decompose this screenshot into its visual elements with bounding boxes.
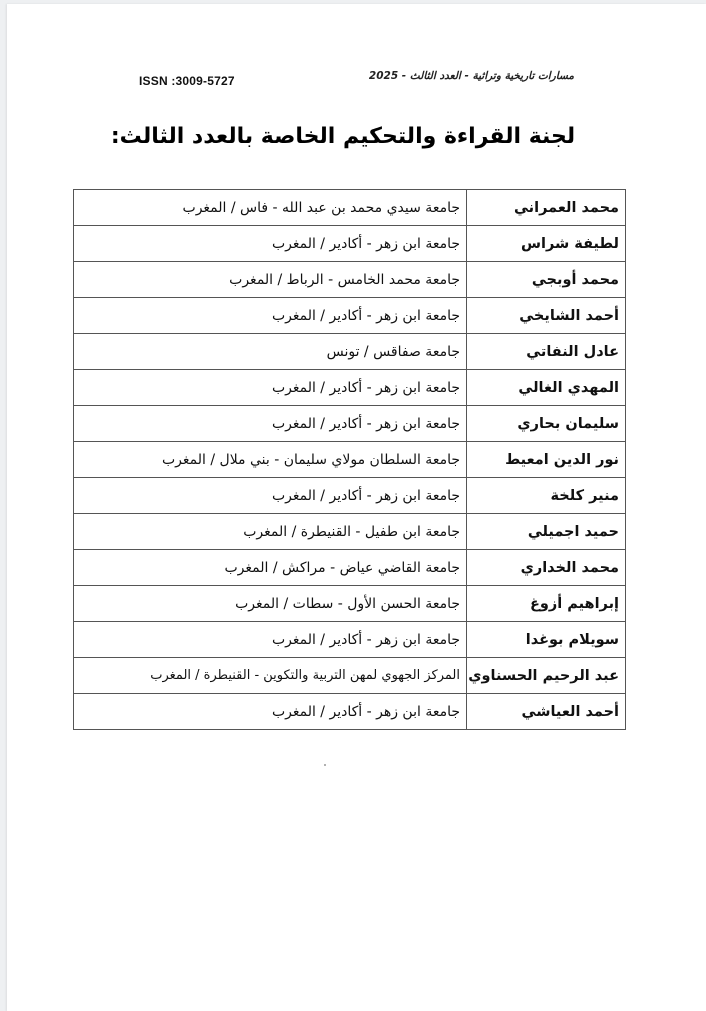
table-row bbox=[74, 190, 626, 226]
member-name: حميد اجميلي bbox=[467, 514, 626, 550]
member-name: عادل النفاتي bbox=[467, 334, 626, 370]
member-affiliation: جامعة السلطان مولاي سليمان - بني ملال / المغرب bbox=[74, 442, 467, 478]
table-row bbox=[74, 586, 626, 622]
member-affiliation: جامعة ابن طفيل - القنيطرة / المغرب bbox=[74, 514, 467, 550]
table-row bbox=[74, 514, 626, 550]
table-row bbox=[74, 478, 626, 514]
page-speck bbox=[324, 764, 326, 766]
member-affiliation: جامعة سيدي محمد بن عبد الله - فاس / المغرب bbox=[74, 190, 467, 226]
member-name: عبد الرحيم الحسناوي bbox=[467, 658, 626, 694]
member-affiliation: المركز الجهوي لمهن التربية والتكوين - القنيطرة / المغرب bbox=[74, 658, 467, 694]
table-row bbox=[74, 658, 626, 694]
table-row bbox=[74, 442, 626, 478]
table-row bbox=[74, 334, 626, 370]
member-affiliation: جامعة ابن زهر - أكادير / المغرب bbox=[74, 622, 467, 658]
member-affiliation: جامعة ابن زهر - أكادير / المغرب bbox=[74, 478, 467, 514]
member-name: المهدي الغالي bbox=[467, 370, 626, 406]
member-name: أحمد العياشي bbox=[467, 694, 626, 730]
member-affiliation: جامعة ابن زهر - أكادير / المغرب bbox=[74, 406, 467, 442]
table-row bbox=[74, 406, 626, 442]
committee-table bbox=[73, 189, 626, 730]
member-name: سويلام بوغدا bbox=[467, 622, 626, 658]
member-affiliation: جامعة محمد الخامس - الرباط / المغرب bbox=[74, 262, 467, 298]
issn-label: ISSN :3009-5727 bbox=[139, 74, 235, 88]
table-row bbox=[74, 550, 626, 586]
member-affiliation: جامعة الحسن الأول - سطات / المغرب bbox=[74, 586, 467, 622]
member-affiliation: جامعة ابن زهر - أكادير / المغرب bbox=[74, 298, 467, 334]
member-name: منير كلخة bbox=[467, 478, 626, 514]
table-row bbox=[74, 370, 626, 406]
member-affiliation: جامعة صفاقس / تونس bbox=[74, 334, 467, 370]
journal-header: مسارات تاريخية وتراثية - العدد الثالث - 2025 bbox=[368, 70, 574, 82]
table-row bbox=[74, 226, 626, 262]
table-row bbox=[74, 262, 626, 298]
member-affiliation: جامعة ابن زهر - أكادير / المغرب bbox=[74, 694, 467, 730]
member-name: لطيفة شراس bbox=[467, 226, 626, 262]
member-affiliation: جامعة القاضي عياض - مراكش / المغرب bbox=[74, 550, 467, 586]
member-name: إبراهيم أزوغ bbox=[467, 586, 626, 622]
member-name: محمد العمراني bbox=[467, 190, 626, 226]
member-affiliation: جامعة ابن زهر - أكادير / المغرب bbox=[74, 370, 467, 406]
page-title: لجنة القراءة والتحكيم الخاصة بالعدد الثالث: bbox=[110, 124, 576, 149]
member-name: محمد أوبجي bbox=[467, 262, 626, 298]
member-name: أحمد الشايخي bbox=[467, 298, 626, 334]
table-row bbox=[74, 622, 626, 658]
member-name: نور الدين امعيط bbox=[467, 442, 626, 478]
member-affiliation: جامعة ابن زهر - أكادير / المغرب bbox=[74, 226, 467, 262]
table-row bbox=[74, 298, 626, 334]
table-row bbox=[74, 694, 626, 730]
member-name: محمد الخداري bbox=[467, 550, 626, 586]
member-name: سليمان بحاري bbox=[467, 406, 626, 442]
